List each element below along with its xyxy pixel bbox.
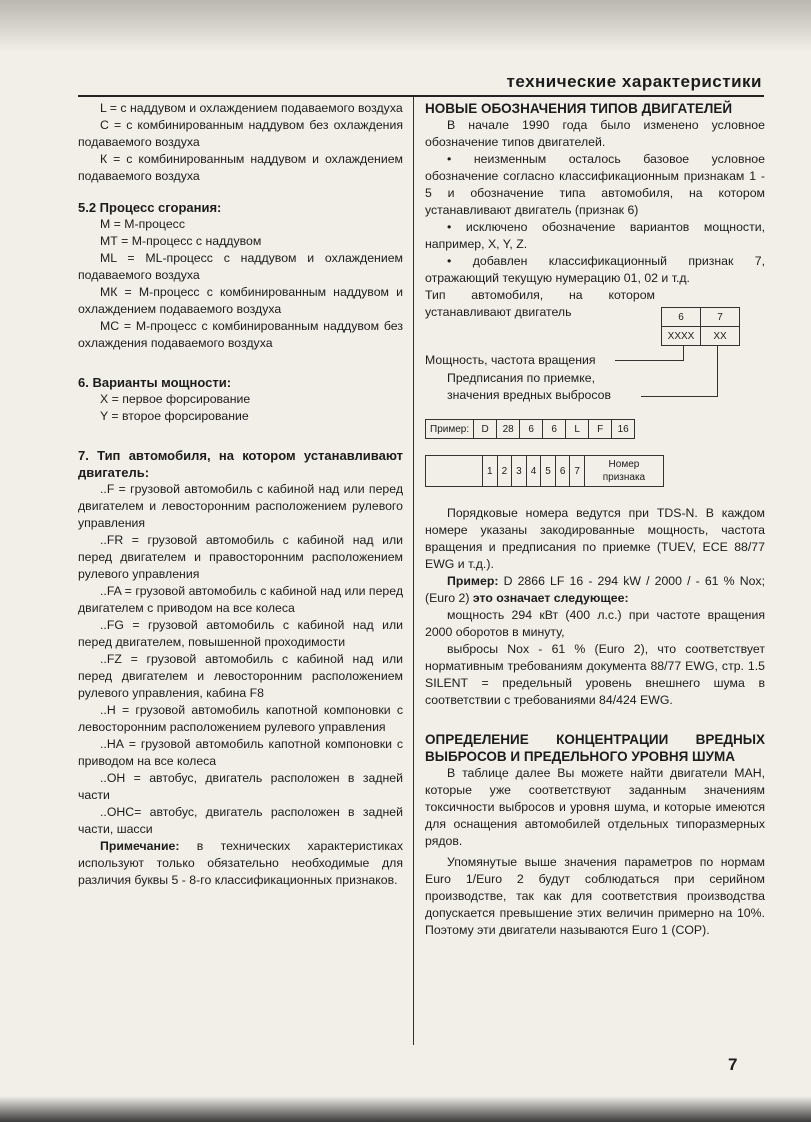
bullet-2-text: исключено обозначение вариантов мощности, например, X, Y, Z. [425, 220, 766, 251]
diagram-connector [683, 346, 684, 360]
combustion-mk: МК = М-процесс с комбинированным наддувом и охлаждением подаваемого воздуха [78, 285, 403, 316]
vehicle-type-fg: ..FG = грузовой автомобиль с кабиной над или перед двигателем, повышенной проходимости [78, 618, 403, 649]
bullet-icon: • [447, 220, 452, 234]
section-6-title: 6. Варианты мощности: [78, 375, 232, 390]
note-paragraph [78, 838, 403, 889]
emissions-explanation: выбросы Nox - 61 % (Euro 2), что соответствует нормативным требованиям документа 88/77 EWG, стр. 1.5 SILENT = предельный уровень внешнего шума в соответствии с требованиями 84/424 EWG. [425, 642, 765, 707]
designation-diagram [425, 307, 765, 403]
table-intro-paragraph: В таблице далее Вы можете найти двигатели МАН, которые уже соответствуют заданным значениям токсичности выбросов и уровня шума, и которые имеются для оснащения автомобилей отдельных типоразмерных рядов. [425, 766, 765, 848]
example-cell: 6 [520, 420, 543, 439]
feature-6-value: XXXX [662, 327, 701, 346]
paragraph-k: К = с комбинированным наддувом и охлаждением подаваемого воздуха [78, 152, 403, 183]
tds-paragraph: Порядковые номера ведутся при TDS-N. В каждом номере указаны закодированные мощность, частота вращения и предписания по приемке (TUEV, ECE 88/77 EWG и т.д.). [425, 506, 765, 571]
power-variant-x: Х = первое форсирование [100, 392, 251, 406]
number-cell: 2 [497, 456, 512, 487]
number-cell-empty [426, 456, 483, 487]
bullet-1 [425, 151, 765, 219]
page-bottom-shadow [0, 1096, 811, 1122]
vehicle-type-ohc: ..ОНС= автобус, двигатель расположен в задней части, шасси [78, 805, 403, 836]
combustion-m: М = М-процесс [100, 217, 185, 231]
diagram-connector [717, 346, 718, 396]
header-rule [78, 95, 764, 97]
example-cell: 16 [612, 420, 635, 439]
number-cell: 7 [570, 456, 585, 487]
vehicle-type-fz: ..FZ = грузовой автомобиль с кабиной над или перед двигателем и левосторонним расположением рулевого управления, кабина F8 [78, 652, 403, 700]
vehicle-type-h: ..Н = грузовой автомобиль капотной компоновки с левосторонним расположением рулевого управления [78, 703, 403, 734]
euro-paragraph: Упомянутые выше значения параметров по нормам Euro 1/Euro 2 будут соблюдаться при серийном производстве, так как для соответствия производства допускается превышение этих величин примерно на 10%. Поэтому эти двигатели называются Euro 1 (COP). [425, 855, 765, 937]
power-explanation: мощность 294 кВт (400 л.с.) при частоте вращения 2000 оборотов в минуту, [425, 608, 765, 639]
vehicle-type-fr: ..FR = грузовой автомобиль с кабиной над или перед двигателем и правосторонним расположением рулевого управления [78, 533, 403, 581]
bullet-1-text: неизменным осталось базовое условное обозначение согласно классификационным признакам 1 - 5 и обозначение типа автомобиля, на котором устанавливают двигатель (признак 6) [425, 152, 765, 217]
diagram-connector [641, 396, 718, 397]
example-cell: D [474, 420, 497, 439]
number-cell: 5 [541, 456, 556, 487]
power-speed-label: Мощность, частота вращения [425, 353, 596, 367]
combustion-mt: МТ = М-процесс с наддувом [100, 234, 262, 248]
combustion-ml: ML = ML-процесс с наддувом и охлаждением подаваемого воздуха [78, 251, 403, 282]
vehicle-type-f: ..F = грузовой автомобиль с кабиной над или перед двигателем и левосторонним расположением рулевого управления [78, 482, 403, 530]
page-top-shadow [0, 0, 811, 52]
bullet-icon: • [447, 152, 452, 166]
example-cell-label: Пример: [426, 420, 474, 439]
vehicle-type-line: Тип автомобиля, на котором устанавливают двигатель [425, 288, 655, 319]
section-5-2-title: 5.2 Процесс сгорания: [78, 200, 222, 215]
feature-6-header: 6 [662, 308, 701, 327]
bullet-2 [425, 219, 765, 253]
note-text: в технических характеристиках используют только обязательно необходимые для различия буквы 5 - 8-го классификационных признаков. [78, 839, 403, 887]
heading-emissions-noise: ОПРЕДЕЛЕНИЕ КОНЦЕНТРАЦИИ ВРЕДНЫХ ВЫБРОСОВ И ПРЕДЕЛЬНОГО УРОВНЯ ШУМА [425, 732, 765, 764]
vehicle-type-fa: ..FA = грузовой автомобиль с кабиной над или перед двигателем с приводом на все колеса [78, 584, 403, 615]
diagram-connector [615, 360, 684, 361]
number-cell: 1 [483, 456, 498, 487]
intro-paragraph: В начале 1990 года было изменено условное обозначение типов двигателей. [425, 118, 765, 149]
example-label: Пример: [447, 574, 499, 588]
section-7-title: 7. Тип автомобиля, на котором устанавливают двигатель: [78, 448, 403, 480]
example-text: D 2866 LF 16 - 294 kW / 2000 / - 61 % Nox; (Euro 2) [425, 574, 765, 605]
vehicle-type-ha: ..НА = грузовой автомобиль капотной компоновки с приводом на все колеса [78, 737, 403, 768]
example-cell: 6 [543, 420, 566, 439]
number-cell: 4 [526, 456, 541, 487]
acceptance-rules-label: Предписания по приемке, значения вредных выбросов [447, 371, 612, 402]
heading-new-engine-designations: НОВЫЕ ОБОЗНАЧЕНИЯ ТИПОВ ДВИГАТЕЛЕЙ [425, 101, 733, 116]
number-label-cell: Номер признака [584, 456, 663, 487]
feature-number-table [425, 455, 664, 487]
page-number: 7 [728, 1055, 738, 1074]
page-header-title: технические характеристики [506, 72, 762, 91]
example-means: это означает следующее: [472, 591, 629, 605]
number-cell: 6 [555, 456, 570, 487]
column-divider [413, 97, 414, 1045]
left-column [78, 100, 403, 889]
example-cell: L [566, 420, 589, 439]
bullet-3 [425, 253, 765, 287]
note-label: Примечание: [100, 839, 180, 853]
feature-7-value: XX [701, 327, 740, 346]
bullet-3-text: добавлен классификационный признак 7, отражающий текущую нумерацию 01, 02 и т.д. [425, 254, 765, 285]
example-cell: F [589, 420, 612, 439]
combustion-mc: МС = М-процесс с комбинированным наддувом без охлаждения подаваемого воздуха [78, 319, 403, 350]
power-variant-y: Y = второе форсирование [100, 409, 249, 423]
vehicle-type-oh: ..ОН = автобус, двигатель расположен в задней части [78, 771, 403, 802]
number-cell: 3 [512, 456, 527, 487]
bullet-icon: • [447, 254, 452, 268]
feature-7-header: 7 [701, 308, 740, 327]
paragraph-l: L = с наддувом и охлаждением подаваемого воздуха [100, 101, 403, 115]
paragraph-c: С = с комбинированным наддувом без охлаждения подаваемого воздуха [78, 118, 403, 149]
features-6-7-table [661, 307, 740, 346]
example-designation-table [425, 419, 635, 439]
example-cell: 28 [497, 420, 520, 439]
example-paragraph [425, 573, 765, 607]
right-column [425, 100, 765, 939]
